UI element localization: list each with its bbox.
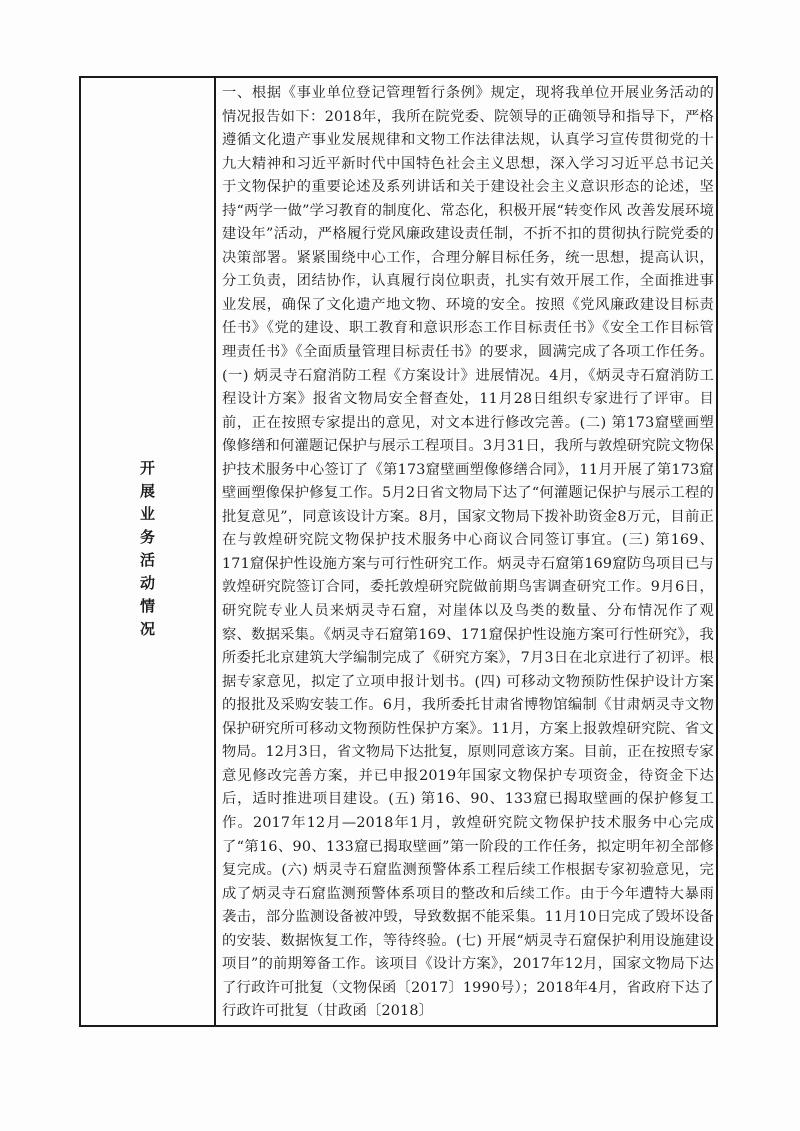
column-divider: [214, 76, 216, 1027]
row-label: 开展业务活动情况: [138, 459, 156, 644]
activity-report-text: 一、根据《事业单位登记管理暂行条例》规定，现将我单位开展业务活动的情况报告如下：2018年，我所在院党委、院领导的正确领导和指导下，严格遵循文化遗产事业发展规律和文物工作法律法规，认真学习宣传贯彻党的十九大精神和习近平新时代中国特色社会主义思想，深入学习习近平总书记关于文物保护的重要论述及系列讲话和关于建设社会主义意识形态的论述，坚持“两学一做”学习教育的制度化、常态化，积极开展“转变作风 改善发展环境建设年”活动，严格履行党风廉政建设责任制，不折不扣的贯彻执行院党委的决策部署。紧紧围绕中心工作，合理分解目标任务，统一思想，提高认识，分工负责，团结协作，认真履行岗位职责，扎实有效开展工作，全面推进事业发展，确保了文化遗产地文物、环境的安全。按照《党风廉政建设目标责任书》《党的建设、职工教育和意识形态工作目标责任书》《安全工作目标管理责任书》《全面质量管理目标责任书》的要求，圆满完成了各项工作任务。(一) 炳灵寺石窟消防工程《方案设计》进展情况。4月，《炳灵寺石窟消防工程设计方案》报省文物局安全督查处，11月28日组织专家进行了评审。目前，正在按照专家提出的意见，对文本进行修改完善。(二) 第173窟壁画塑像修缮和何灌题记保护与展示工程项目。3月31日，我所与敦煌研究院文物保护技术服务中心签订了《第173窟壁画塑像修缮合同》，11月开展了第173窟壁画塑像保护修复工作。5月2日省文物局下达了“何灌题记保护与展示工程的批复意见”，同意该设计方案。8月，国家文物局下拨补助资金8万元，目前正在与敦煌研究院文物保护技术服务中心商议合同签订事宜。(三) 第169、171窟保护性设施方案与可行性研究工作。炳灵寺石窟第169窟防鸟项目已与敦煌研究院签订合同，委托敦煌研究院做前期鸟害调查研究工作。9月6日，研究院专业人员来炳灵寺石窟，对崖体以及鸟类的数量、分布情况作了观察、数据采集。《炳灵寺石窟第169、171窟保护性设施方案可行性研究》，我所委托北京建筑大学编制完成了《研究方案》，7月3日在北京进行了初评。根据专家意见，拟定了立项申报计划书。(四) 可移动文物预防性保护设计方案的报批及采购安装工作。6月，我所委托甘肃省博物馆编制《甘肃炳灵寺文物保护研究所可移动文物预防性保护方案》。11月，方案上报敦煌研究院、省文物局。12月3日，省文物局下达批复，原则同意该方案。目前，正在按照专家意见修改完善方案，并已申报2019年国家文物保护专项资金，待资金下达后，适时推进项目建设。(五) 第16、90、133窟已揭取壁画的保护修复工作。2017年12月—2018年1月，敦煌研究院文物保护技术服务中心完成了“第16、90、133窟已揭取壁画”第一阶段的工作任务，拟定明年初全部修复完成。(六) 炳灵寺石窟监测预警体系工程后续工作根据专家初验意见，完成了炳灵寺石窟监测预警体系项目的整改和后续工作。由于今年遭特大暴雨袭击，部分监测设备被冲毁，导致数据不能采集。11月10日完成了毁坏设备的安装、数据恢复工作，等待终验。(七) 开展“炳灵寺石窟保护利用设施建设项目”的前期筹备工作。该项目《设计方案》，2017年12月，国家文物局下达了行政许可批复（文物保函〔2017〕1990号）；2018年4月，省政府下达了行政许可批复（甘政函〔2018〕: [222, 85, 714, 1020]
content-cell: [222, 82, 714, 1022]
label-cell: [81, 78, 214, 1025]
